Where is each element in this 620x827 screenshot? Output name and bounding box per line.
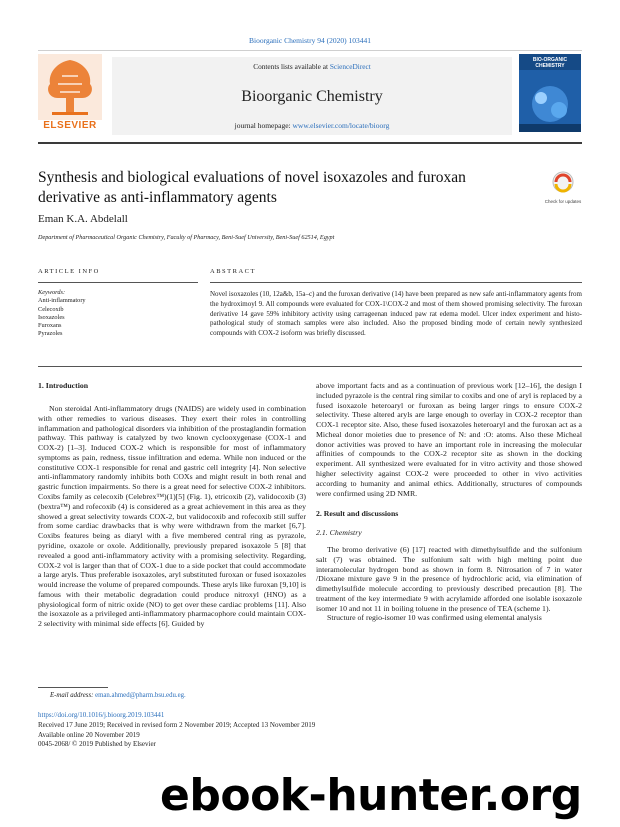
author-affiliation: Department of Pharmaceutical Organic Chemistry, Faculty of Pharmacy, Beni-Suef University, Beni-Suef 62514, Egypt [38,234,335,241]
header-rule-bottom [38,142,582,144]
check-updates-label: Check for updates [544,199,582,204]
chemistry-paragraph: The bromo derivative (6) [17] reacted with dimethylsulfide and the sulfonium salt (7) was obtained. The sulfonium salt with high melting point due interamolecular hydrogen bond as shown in form 8. Nitrosation of 7 in water /Dioxane mixture gave 9 in the presence of hydrochloric acid, via elimination of dimethylsulfide molecule according to previously described precaution [8]. The treatment of the key intermediate 9 with acrylamide afforded one isolable isoxazole isomer 10 and not 11 in boiling toluene in the presence of TEA (scheme 1). [316,544,582,613]
doi-link[interactable]: https://doi.org/10.1016/j.bioorg.2019.103441 [38,711,165,719]
abstract-bottom-rule [38,366,582,367]
online-date: Available online 20 November 2019 [38,730,140,739]
check-for-updates-badge[interactable] [544,170,582,204]
journal-reference[interactable]: Bioorganic Chemistry 94 (2020) 103441 [249,36,371,45]
email-label: E-mail address: [50,692,96,699]
right-column [316,381,582,623]
keyword: Furoxans [38,322,62,330]
journal-name: Bioorganic Chemistry [241,88,383,105]
watermark-text: ebook-hunter.org [160,770,582,821]
header-rule-top [38,50,582,51]
footnote-rule [38,687,108,688]
check-updates-icon [544,170,582,194]
copyright-line: 0045-2068/ © 2019 Published by Elsevier [38,740,156,748]
keyword: Pyrazoles [38,330,63,338]
elsevier-wordmark: ELSEVIER [43,120,97,131]
article-dates [38,721,315,750]
article-title: Synthesis and biological evaluations of novel isoxazoles and furoxan derivative as anti-inflammatory agents [38,169,466,206]
cover-title-line1: BIO-ORGANIC [532,57,568,63]
introduction-heading: 1. Introduction [38,381,89,390]
sciencedirect-link[interactable]: ScienceDirect [329,62,371,71]
elsevier-tree-icon [38,54,102,120]
homepage-prefix: journal homepage: [234,121,293,130]
journal-cover [519,54,581,132]
chemistry-paragraph-2: Structure of regio-isomer 10 was confirmed using elemental analysis [327,613,542,623]
author-name: Eman K.A. Abdelall [38,213,128,225]
abstract-text: Novel isoxazoles (10, 12a&b, 15a–c) and the furoxan derivative (14) have been prepared as new safe anti-inflammatory agents from the hydroximoyl 9. All compounds were evaluated for COX-1\COX-2 and most of them showed promising selectivity. The furoxan derivative 14 gave 59% inhibitory activity using carrageenan induced paw rat edema model. Ulcer index experiment and histo-pathological study of stomach samples were also included. Also the proposed binding mode of certain newly synthesized compounds with COX-2 isoform was briefly discussed. [210,290,582,338]
received-dates: Received 17 June 2019; Received in revised form 2 November 2019; Accepted 13 November 2019 [38,721,316,729]
abstract-rule [210,282,582,283]
homepage-link[interactable]: www.elsevier.com/locate/bioorg [292,121,390,130]
left-column [38,404,306,629]
abstract-heading: ABSTRACT [210,268,256,275]
homepage-line [112,121,512,130]
chemistry-subheading: 2.1. Chemistry [316,528,362,538]
keywords-label: Keywords: [38,289,66,296]
keyword: Celecoxib [38,305,64,313]
cover-title [519,57,581,69]
cover-title-line2: CHEMISTRY [535,63,565,69]
results-heading: 2. Result and discussions [316,509,399,519]
contents-prefix: Contents lists available at [253,62,330,71]
keyword: Anti-inflammatory [38,297,86,305]
keywords-block [38,289,86,339]
keyword: Isoxazoles [38,313,65,321]
elsevier-logo [38,54,102,132]
article-info-rule [38,282,198,283]
email-link[interactable]: eman.ahmed@pharm.bsu.edu.eg. [95,692,186,699]
article-info-heading: ARTICLE INFO [38,268,100,275]
contents-line [112,62,512,71]
intro-paragraph: Non steroidal Anti-inflammatory drugs (NAIDS) are widely used in combination with other remedies to various diseases. They exert their roles in controlling inflammation and pathological disorders via inhibition of the prostaglandin formation pathway. This pathway is catalyzed by two known cyclooxygenase (COX-1 and COX-2) [1–3]. Induced COX-2 which is responsible for most of inflammatory symptoms as pain, redness, tissue infiltration and edema. While non induced or the constitutive COX-1 responsible for renal and gastric cell integrity [4]. Non selective anti-inflammatory randomly inhibits both COXs and might result in both renal and gastric function impairments. So there is a great need for selective COX-2 inhibitors. Coxibs family as celecoxib (Celebrex™)(1)[5] (Fig. 1), etricoxib (2), validocoxib (3) (bextra™) and rofecoxib (4) is considered as a great achievement in this area as they showed a great selectivity towards COX-2, but validocoxib and rofecoxib still suffer from some cardiac drawbacks that is why were withdrawn from the market [6,7]. Coxibs features being as diaryl with a five membered central ring as pyrazole, pyridine, oxazole or oxole. Additionally, previously prepared isoxazole 5 [8] that revealed a good anti-inflammatory activity with a promising selectivity. Regarding, COX-2 vol is larger than that of COX-1 due to a side pocket that could accommodate a large aryls. Thus preferable isoxazoles, aryl substituted furoxan or fused isoxazoles would increase the volume of prepared compounds. These aryls like furoxan [9,10] is famous with their metabolic degradation could produce nitroxyl (HNO) as a physiological form of nitric oxide (NO) to get over these cardiac problems [11]. Also the isoxazole as a privileged anti-inflammatory pharmacophore could maintain COX-2 selectivity with minimal side effects [6]. Guided by [38,404,306,629]
intro-paragraph-continued: above important facts and as a continuation of previous work [12–16], the design I included pyrazole is the central ring similar to coxibs and one of aryl is replaced by a fused isoxazole heteroaryl or furoxan as being larger rings to ensure COX-2 selectivity. These altered aryls are large enough to overlay in COX-2 receptor than COX-1 receptor site. Also, these fused isoxazoles heteroaryl and the furoxan act as a Micheal donor moieties due to presence of N: and :O: atoms. Also these Micheal donor activities was proved to have an important role in increasing the molecular affinities of compounds to the COX-2 receptor site as shown in the docking experiment. All synthesized were evaluated for in vitro activity and those showed higher selectivity against COX-2 were proceeded to other in vivo activities according to humanity and animal ethics. Additionally, structures of compounds were confirmed using 2D NMR. [316,381,582,498]
footnote-email [50,692,186,699]
